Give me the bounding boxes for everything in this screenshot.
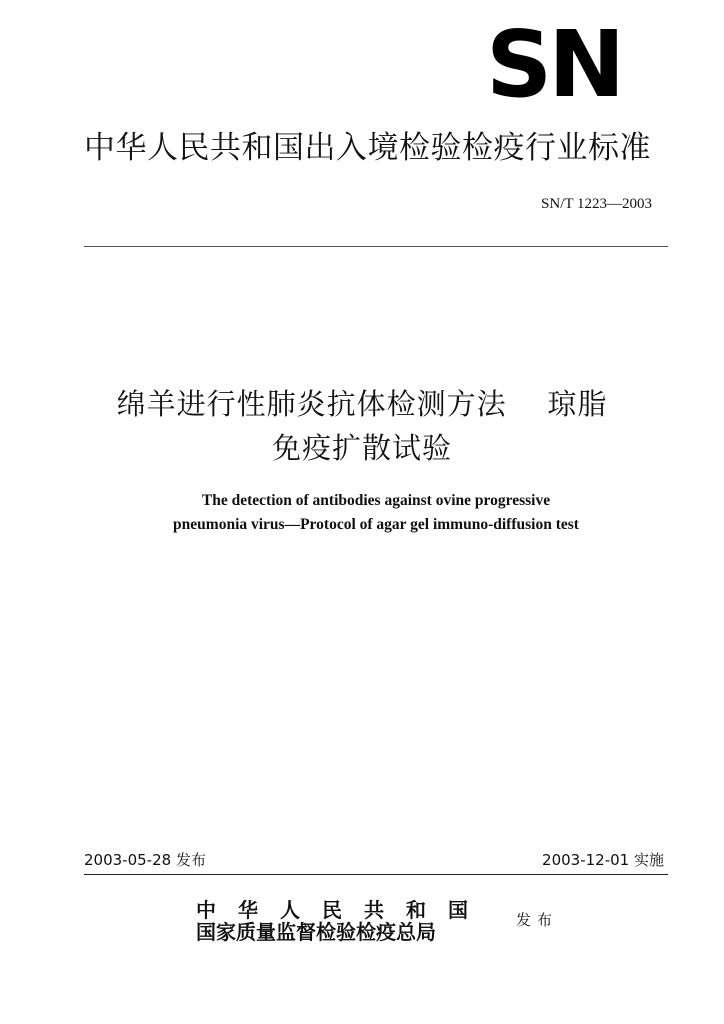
issuer-line1: 中华人民共和国 [196, 898, 490, 922]
issue-date: 2003-05-28 发布 [84, 851, 206, 869]
issuer-line2: 国家质量监督检验检疫总局 [196, 920, 436, 944]
bottom-divider [84, 874, 668, 875]
title-chinese-line1: 绵羊进行性肺炎抗体检测方法 琼脂 [116, 387, 608, 421]
issue-label: 发布 [516, 911, 559, 929]
title-english-line1: The detection of antibodies against ovine progressive [201, 492, 551, 509]
top-divider [84, 246, 668, 247]
standard-code: SN/T 1223—2003 [541, 196, 652, 212]
title-english-line2: pneumonia virus—Protocol of agar gel immuno-diffusion test [173, 516, 579, 533]
org-title: 中华人民共和国出入境检验检疫行业标准 [84, 130, 651, 166]
sn-logo: SN [486, 11, 622, 118]
title-chinese-line2: 免疫扩散试验 [271, 431, 452, 465]
implementation-date: 2003-12-01 实施 [542, 851, 664, 869]
